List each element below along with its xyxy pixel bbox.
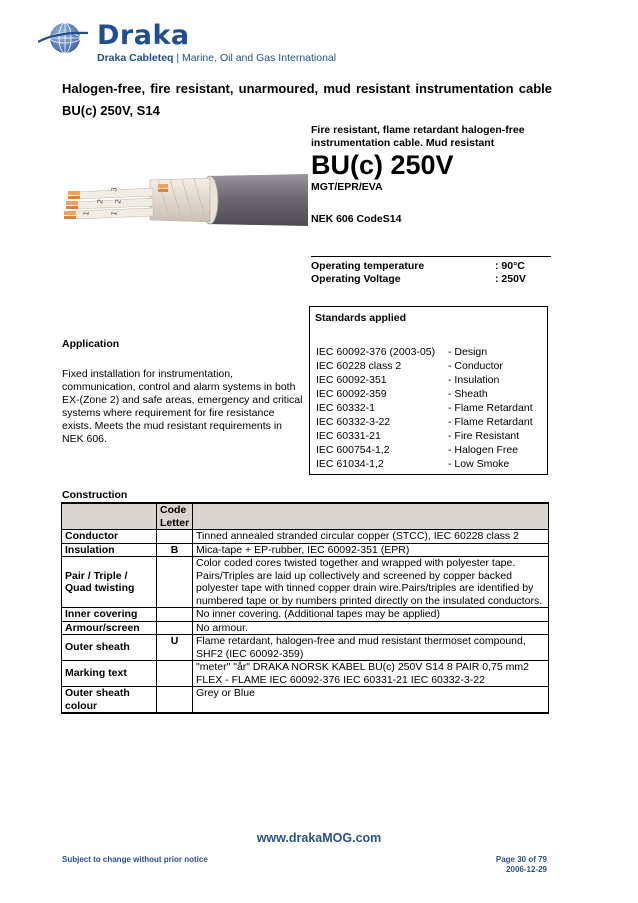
standard-row [316,387,533,401]
component-description: Tinned annealed stranded circular copper (STCC), IEC 60228 class 2 [193,530,549,544]
company-tagline: | Marine, Oil and Gas International [176,52,337,64]
component-name: Outer sheath [62,635,157,661]
standard-description: - Design [448,346,488,358]
header-blank-cell [193,503,549,530]
document-date: 2006-12-29 [506,865,547,874]
header-blank-cell [62,503,157,530]
product-nek-code: NEK 606 CodeS14 [311,213,402,225]
company-name: Draka Cableteq [97,52,174,64]
standard-code: IEC 60092-359 [316,388,387,400]
standard-description: - Sheath [448,388,488,400]
standard-description: - Low Smoke [448,458,510,470]
code-letter-header: Code Letter [157,503,193,530]
standard-description: - Fire Resistant [448,430,520,442]
page-number: Page 30 of 79 [495,855,547,864]
code-letter [157,530,193,544]
construction-row [62,661,549,687]
title-line-1: Halogen-free, fire resistant, unarmoured, mud resistant instrumentation cable [62,81,552,96]
standard-code: IEC 600754-1,2 [316,444,390,456]
standard-row [316,415,533,429]
operating-row [311,272,551,286]
code-letter: B [157,543,193,557]
cable-marking-1: 1 [82,210,91,217]
footer-note: Subject to change without prior notice [62,855,208,864]
component-name: Outer sheath colour [62,687,157,714]
standard-code: IEC 60092-351 [316,374,387,386]
standard-description: - Conductor [448,360,503,372]
product-subtitle: Fire resistant, flame retardant halogen-free instrumentation cable. Mud resistant [311,124,525,149]
product-name: BU(c) 250V [311,150,454,180]
standard-row [316,373,533,387]
operating-specs [311,256,551,286]
application-heading: Application [62,338,120,350]
standard-code: IEC 60092-376 (2003-05) [316,346,436,358]
brand-subtitle [97,52,336,64]
code-letter [157,661,193,687]
component-name: Armour/screen [62,621,157,635]
standard-code: IEC 60228 class 2 [316,360,402,372]
component-description: "meter" "år" DRAKA NORSK KABEL BU(c) 250V S14 8 PAIR 0,75 mm2 FLEX - FLAME IEC 60092-376 IEC 60331-21 IEC 60332-3-22 [193,661,549,687]
standard-row [316,429,533,443]
standard-description: - Flame Retardant [448,402,533,414]
component-description: Color coded cores twisted together and wrapped with polyester tape. Pairs/Triples are laid up collectively and screened by copper backed polyester tape with tinned copper drain wire.Pairs/triples are identified by numbered tape or by numbers printed directly on the insulated conductors. [193,557,549,608]
standard-row [316,401,533,415]
operating-value: : 90°C [495,260,525,272]
construction-row [62,530,549,544]
component-description: No armour. [193,621,549,635]
standard-row [316,443,533,457]
construction-header-row [62,503,549,530]
component-name: Inner covering [62,608,157,622]
product-materials: MGT/EPR/EVA [311,181,383,193]
cable-marking-5: 3 [110,186,119,193]
standards-list [316,345,533,471]
draka-globe-logo-icon [38,18,88,58]
code-letter [157,557,193,608]
construction-row [62,557,549,608]
construction-row [62,608,549,622]
code-letter [157,608,193,622]
code-letter: U [157,635,193,661]
construction-row [62,621,549,635]
construction-row [62,687,549,714]
cable-marking-3: 1 [110,210,119,217]
component-description: Mica-tape + EP-rubber, IEC 60092-351 (EPR) [193,543,549,557]
title-line-2: BU(c) 250V, S14 [62,103,160,118]
standard-description: - Flame Retardant [448,416,533,428]
footer-url-link[interactable]: www.drakaMOG.com [256,831,382,845]
construction-row [62,635,549,661]
operating-row [311,256,551,272]
brand-name: Draka [97,20,190,51]
standard-row [316,345,533,359]
component-description: No inner covering. (Additional tapes may be applied) [193,608,549,622]
construction-table [61,502,549,714]
cable-marking-2: 2 [96,198,105,205]
operating-label: Operating temperature [311,260,425,272]
standard-code: IEC 60332-3-22 [316,416,391,428]
code-letter [157,621,193,635]
standards-box [309,306,548,475]
standard-code: IEC 61034-1,2 [316,458,384,470]
standard-row [316,457,533,471]
operating-label: Operating Voltage [311,273,401,285]
operating-value: : 250V [495,273,526,285]
standard-row [316,359,533,373]
standards-heading: Standards applied [315,312,407,324]
standard-code: IEC 60332-1 [316,402,375,414]
component-name: Conductor [62,530,157,544]
standard-description: - Insulation [448,374,500,386]
component-description: Flame retardant, halogen-free and mud resistant thermoset compound, SHF2 (IEC 60092-359) [193,635,549,661]
document-title [62,78,552,122]
cable-marking-4: 2 [114,198,123,205]
application-text: Fixed installation for instrumentation, communication, control and alarm systems in both EX-(Zone 2) and safe areas, emergency and critical systems where requirement for fire resistance exists. Meets the mud resistant requirements in NEK 606. [62,368,303,445]
standard-code: IEC 60331-21 [316,430,381,442]
standard-description: - Halogen Free [448,444,519,456]
construction-row [62,543,549,557]
cable-illustration [58,164,308,236]
construction-heading: Construction [62,489,128,501]
component-name: Insulation [62,543,157,557]
component-name: Marking text [62,661,157,687]
component-name: Pair / Triple / Quad twisting [62,557,157,608]
code-letter [157,687,193,714]
component-description: Grey or Blue [193,687,549,714]
outer-sheath-shape [208,174,308,226]
